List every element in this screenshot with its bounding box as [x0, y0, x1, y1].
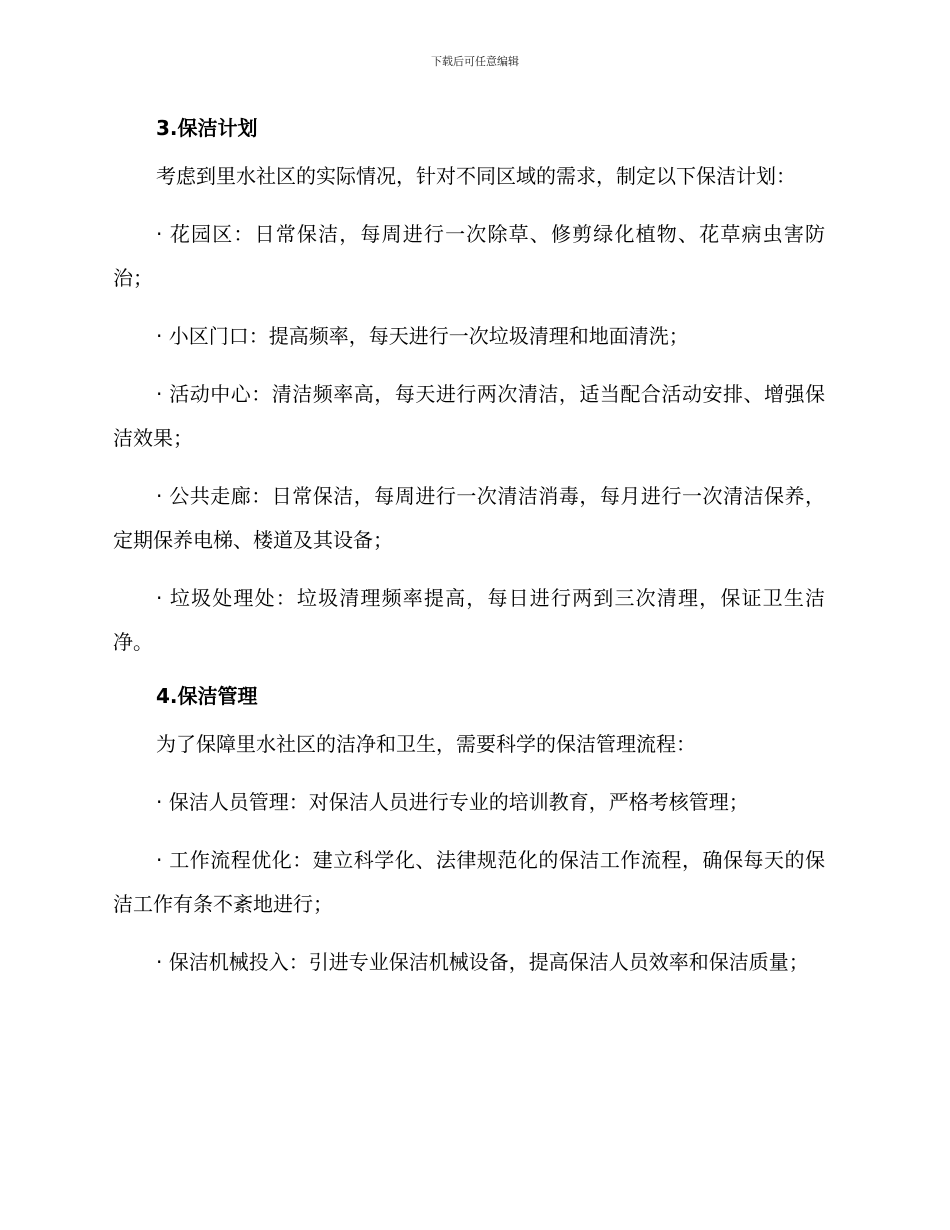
list-item-garden: · 花园区：日常保洁，每周进行一次除草、修剪绿化植物、花草病虫害防治； [113, 222, 825, 290]
section-4-heading: 4.保洁管理 [156, 684, 258, 708]
document-body [113, 110, 825, 984]
page-header-note: 下载后可任意编辑 [431, 55, 519, 68]
list-item-staff-management: · 保洁人员管理：对保洁人员进行专业的培训教育，严格考核管理； [156, 790, 749, 814]
section-4-intro: 为了保障里水社区的洁净和卫生，需要科学的保洁管理流程： [156, 732, 696, 756]
section-3-heading: 3.保洁计划 [156, 116, 258, 140]
list-item-garbage-station: · 垃圾处理处：垃圾清理频率提高，每日进行两到三次清理，保证卫生洁净。 [113, 586, 825, 654]
list-item-workflow: · 工作流程优化：建立科学化、法律规范化的保洁工作流程，确保每天的保洁工作有条不紊地进行； [113, 848, 825, 916]
list-item-entrance: · 小区门口：提高频率，每天进行一次垃圾清理和地面清洗； [156, 324, 689, 348]
list-item-corridor: · 公共走廊：日常保洁，每周进行一次清洁消毒，每月进行一次清洁保养，定期保养电梯、楼道及其设备； [113, 484, 825, 552]
list-item-machinery: · 保洁机械投入：引进专业保洁机械设备，提高保洁人员效率和保洁质量； [156, 950, 809, 974]
list-item-activity-center: · 活动中心：清洁频率高，每天进行两次清洁，适当配合活动安排、增强保洁效果； [113, 382, 825, 450]
section-3-intro: 考虑到里水社区的实际情况，针对不同区域的需求，制定以下保洁计划： [156, 164, 796, 188]
